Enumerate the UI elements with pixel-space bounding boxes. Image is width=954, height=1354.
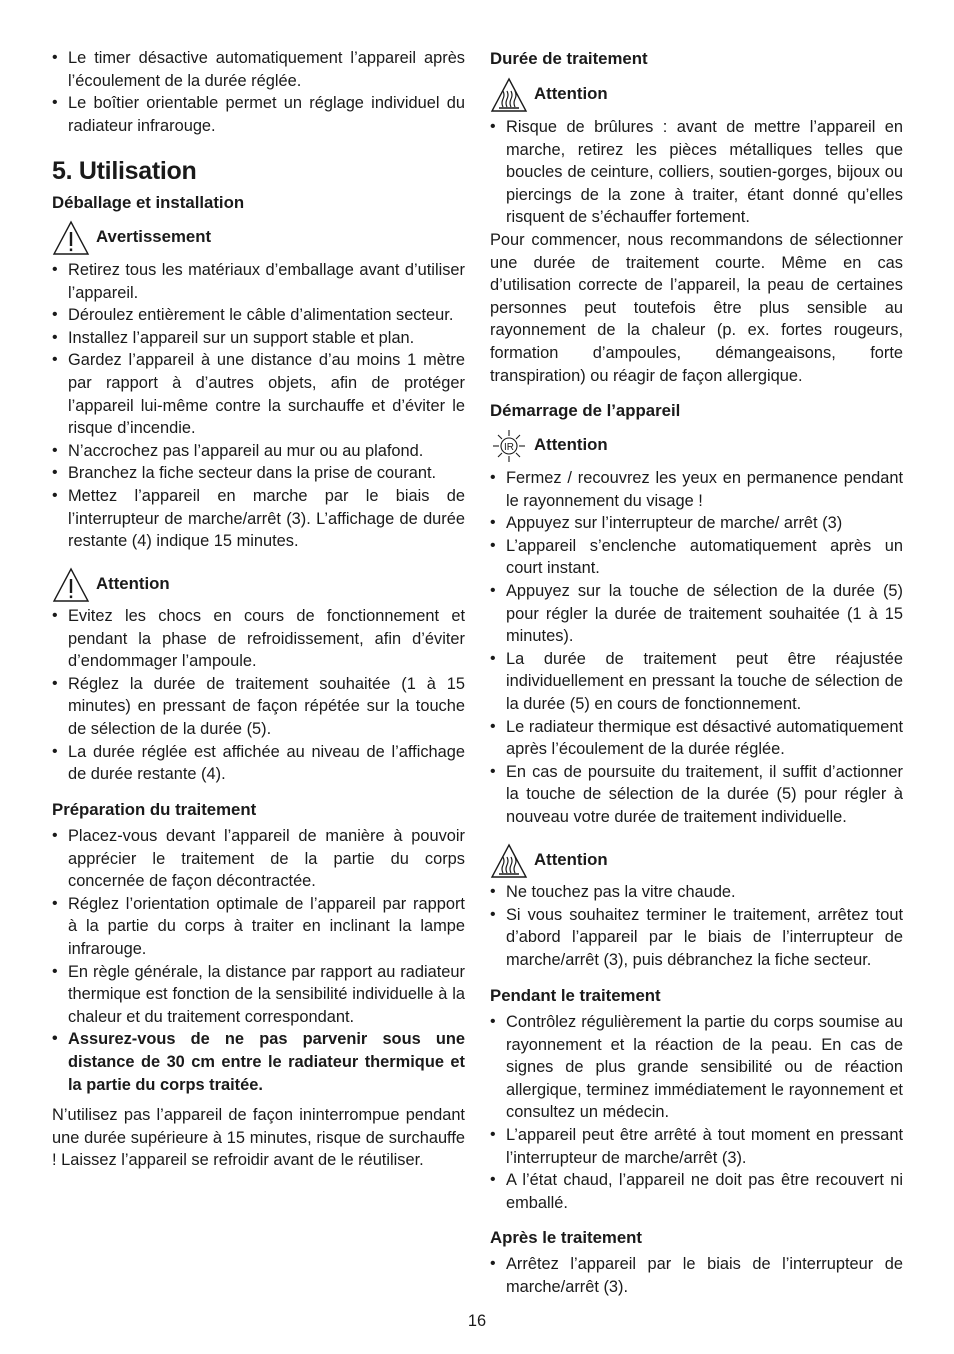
attention-list: [490, 881, 903, 971]
list-item: • Appuyez sur l’interrupteur de marche/ arrêt (3): [490, 512, 903, 535]
attention-label: Attention: [534, 435, 608, 454]
list-item: • Branchez la fiche secteur dans la prise de courant.: [52, 462, 465, 485]
list-item: • Réglez la durée de traitement souhaitée (1 à 15 minutes) en pressant de façon répétée sur la touche de sélection de la durée (5).: [52, 673, 465, 741]
warning-triangle-icon: [52, 220, 90, 256]
duration-paragraph: Pour commencer, nous recommandons de sélectionner une durée de traitement courte. Même en cas d’utilisation correcte de l’appareil, la peau de certaines personnes peut toutefois être plus sensible au rayonnement de la chaleur (p. ex. fortes rougeurs, formation d’ampoules, démangeaisons, forte transpiration) ou réagir de façon allergique.: [490, 231, 903, 385]
list-item: • Déroulez entièrement le câble d’alimentation secteur.: [52, 304, 465, 327]
intro-list: [52, 47, 465, 137]
after-list: [490, 1253, 903, 1298]
list-item: • Contrôlez régulièrement la partie du corps soumise au rayonnement et la réaction de la peau. En cas de signes de plus grande sensibilité ou de réaction allergique, terminez immédiatement le rayonnement et consultez un médecin.: [490, 1011, 903, 1124]
list-item-bold: • Assurez-vous de ne pas parvenir sous une distance de 30 cm entre le radiateur thermique et la partie du corps traitée.: [52, 1028, 465, 1096]
page-number: 16: [467, 1312, 487, 1330]
during-list: [490, 1011, 903, 1214]
list-item: • Appuyez sur la touche de sélection de la durée (5) pour régler la durée de traitement souhaitée (1 à 15 minutes).: [490, 580, 903, 648]
warning-notice: [52, 220, 465, 256]
unpacking-heading: Déballage et installation: [52, 193, 245, 212]
attention-label: Attention: [534, 84, 608, 103]
startup-list: [490, 467, 903, 829]
attention-notice: [490, 77, 903, 113]
list-item: • Evitez les chocs en cours de fonctionnement et pendant la phase de refroidissement, afin d’éviter d’endommager l’ampoule.: [52, 605, 465, 673]
attention-label: Attention: [534, 850, 608, 869]
preparation-paragraph: N’utilisez pas l’appareil de façon ininterrompue pendant une durée supérieure à 15 minutes, risque de surchauffe ! Laissez l’appareil se refroidir avant de le réutiliser.: [52, 1106, 465, 1170]
attention-notice: [52, 567, 465, 603]
list-item: • L’appareil s’enclenche automatiquement après un court instant.: [490, 535, 903, 580]
warning-triangle-icon: [52, 567, 90, 603]
list-item: • Le radiateur thermique est désactivé automatiquement après l’écoulement de la durée réglée.: [490, 716, 903, 761]
list-item: • Le timer désactive automatiquement l’appareil après l’écoulement de la durée réglée.: [52, 47, 465, 92]
list-item: • Risque de brûlures : avant de mettre l’appareil en marche, retirez les pièces métalliques telles que boucles de ceinture, colliers, soutien-gorges, bijoux ou piercings de la zone à traiter, étant donné qu’elles risquent de s’échauffer fortement.: [490, 116, 903, 229]
section-title: 5. Utilisation: [52, 157, 197, 185]
list-item: • Placez-vous devant l’appareil de manière à pouvoir apprécier le traitement de la partie du corps concernée de façon décontractée.: [52, 825, 465, 893]
list-item: • Ne touchez pas la vitre chaude.: [490, 881, 903, 904]
ir-text: IR: [504, 442, 514, 453]
warning-label: Avertissement: [96, 227, 212, 246]
infrared-radiation-icon: [490, 428, 528, 464]
hot-surface-icon: [490, 77, 528, 113]
list-item: • Gardez l’appareil à une distance d’au moins 1 mètre par rapport à d’autres objets, afin de protéger l’appareil lui-même contre la surchauffe et d’éviter le risque d’incendie.: [52, 349, 465, 439]
unpacking-list: [52, 259, 465, 553]
list-item: • N’accrochez pas l’appareil au mur ou au plafond.: [52, 440, 465, 463]
list-item: • Le boîtier orientable permet un réglage individuel du radiateur infrarouge.: [52, 92, 465, 137]
list-item: • Installez l’appareil sur un support stable et plan.: [52, 327, 465, 350]
preparation-list: [52, 825, 465, 1096]
list-item: • Si vous souhaitez terminer le traitement, arrêtez tout d’abord l’appareil par le biais de l’interrupteur de marche/arrêt (3), puis débranchez la fiche secteur.: [490, 904, 903, 972]
preparation-heading: Préparation du traitement: [52, 800, 257, 819]
list-item: • La durée de traitement peut être réajustée individuellement en pressant la touche de sélection de la durée (5) en cours de fonctionnement.: [490, 648, 903, 716]
attention-list: [52, 605, 465, 786]
list-item: • Mettez l’appareil en marche par le biais de l’interrupteur de marche/arrêt (3). L’affichage de durée restante (4) indique 15 minutes.: [52, 485, 465, 553]
list-item: • La durée réglée est affichée au niveau de l’affichage de durée restante (4).: [52, 741, 465, 786]
startup-heading: Démarrage de l’appareil: [490, 401, 681, 420]
list-item: • L’appareil peut être arrêté à tout moment en pressant l’interrupteur de marche/arrêt (3).: [490, 1124, 903, 1169]
attention-notice: [490, 843, 903, 879]
list-item: • Arrêtez l’appareil par le biais de l’interrupteur de marche/arrêt (3).: [490, 1253, 903, 1298]
attention-notice: [490, 428, 903, 464]
after-heading: Après le traitement: [490, 1228, 643, 1247]
duration-heading: Durée de traitement: [490, 49, 648, 68]
list-item: • Réglez l’orientation optimale de l’appareil par rapport à la partie du corps à traiter en inclinant la lampe infrarouge.: [52, 893, 465, 961]
attention-label: Attention: [96, 574, 170, 593]
list-item: • Fermez / recouvrez les yeux en permanence pendant le rayonnement du visage !: [490, 467, 903, 512]
list-item: • Retirez tous les matériaux d’emballage avant d’utiliser l’appareil.: [52, 259, 465, 304]
list-item: • A l’état chaud, l’appareil ne doit pas être recouvert ni emballé.: [490, 1169, 903, 1214]
hot-surface-icon: [490, 843, 528, 879]
during-heading: Pendant le traitement: [490, 986, 661, 1005]
list-item: • En cas de poursuite du traitement, il suffit d’actionner la touche de sélection de la durée (5) pour régler à nouveau votre durée de traitement individuelle.: [490, 761, 903, 829]
duration-list: [490, 116, 903, 229]
list-item: • En règle générale, la distance par rapport au radiateur thermique est fonction de la sensibilité individuelle à la chaleur et du traitement correspondant.: [52, 961, 465, 1029]
